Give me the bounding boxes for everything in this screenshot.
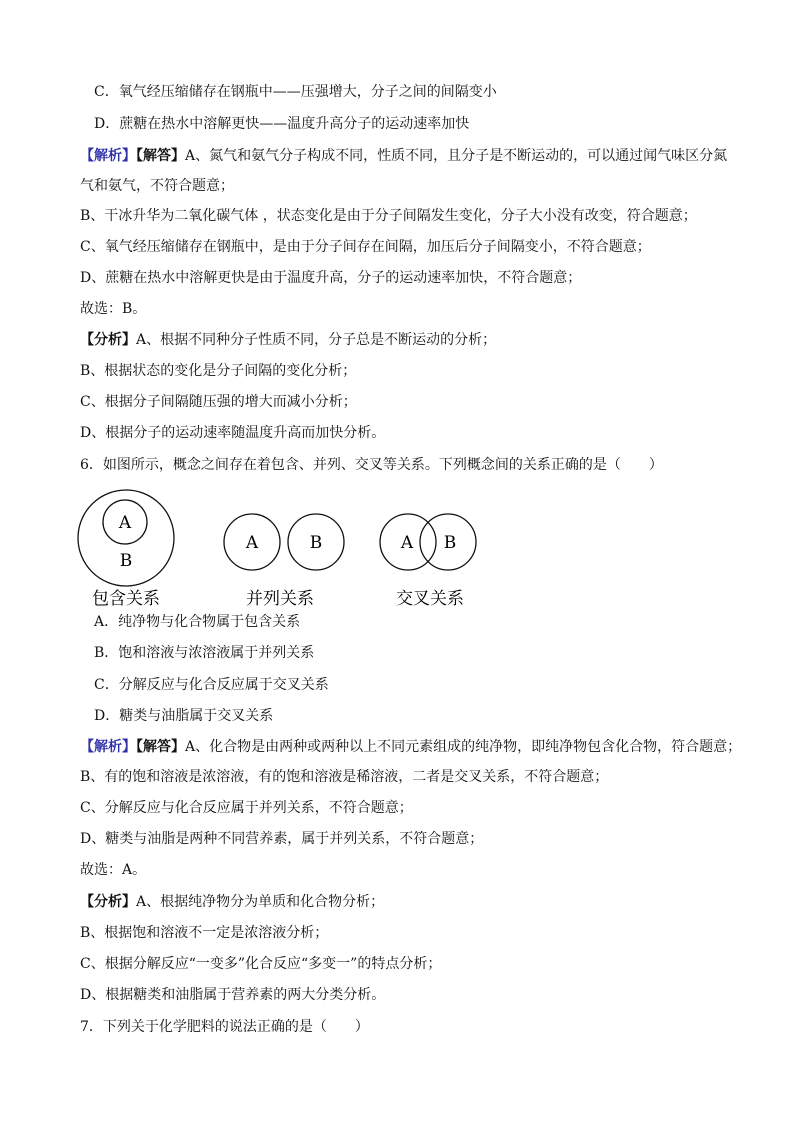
q5-analysis-line-1 bbox=[80, 330, 754, 350]
solution-tag: 【解析】 bbox=[80, 739, 136, 755]
q6-analysis-line-3: C、根据分解反应“一变多”化合反应“多变一”的特点分析； bbox=[80, 956, 442, 972]
q6-solution-line-3: C、分解反应与化合反应属于并列关系，不符合题意； bbox=[80, 800, 413, 816]
q6-option-b: B．饱和溶液与浓溶液属于并列关系 bbox=[94, 645, 315, 661]
q5-analysis-line-2: B、根据状态的变化是分子间隔的变化分析； bbox=[80, 363, 357, 379]
q5-analysis-line-4: D、根据分子的运动速率随温度升高而加快分析。 bbox=[80, 425, 386, 441]
parallel-letter-a: A bbox=[245, 533, 259, 553]
q5-solution-line-6: 故选：B。 bbox=[80, 301, 147, 317]
solution-text: A、氮气和氨气分子构成不同，性质不同，且分子是不断运动的，可以通过闻气味区分氮 bbox=[185, 148, 728, 164]
q6-solution-line-4: D、糖类与油脂是两种不同营养素，属于并列关系，不符合题意； bbox=[80, 831, 484, 847]
analysis-label: 【分析】 bbox=[80, 894, 136, 910]
q6-solution-line-2: B、有的饱和溶液是浓溶液，有的饱和溶液是稀溶液，二者是交叉关系，不符合题意； bbox=[80, 769, 609, 785]
q5-solution-line-3: B、干冰升华为二氧化碳气体 ，状态变化是由于分子间隔发生变化，分子大小没有改变，符合题意； bbox=[80, 208, 697, 224]
q6-option-a: A．纯净物与化合物属于包含关系 bbox=[94, 614, 301, 630]
contain-letter-a: A bbox=[118, 513, 132, 533]
q5-solution-line-5: D、蔗糖在热水中溶解更快是由于温度升高，分子的运动速率加快，不符合题意； bbox=[80, 270, 582, 286]
q6-analysis-line-1 bbox=[80, 892, 754, 912]
contain-outer-circle bbox=[78, 490, 174, 586]
q6-stem: 6．如图所示，概念之间存在着包含、并列、交叉等关系。下列概念间的关系正确的是（ ） bbox=[80, 457, 663, 473]
label-parallel: 并列关系 bbox=[246, 589, 314, 609]
analysis-text: A、根据不同种分子性质不同，分子总是不断运动的分析； bbox=[136, 332, 497, 348]
analysis-text: A、根据纯净物分为单质和化合物分析； bbox=[136, 894, 385, 910]
q6-analysis-line-2: B、根据饱和溶液不一定是浓溶液分析； bbox=[80, 925, 329, 941]
solution-text: A、化合物是由两种或两种以上不同元素组成的纯净物，即纯净物包含化合物，符合题意； bbox=[185, 739, 742, 755]
parallel-letter-b: B bbox=[309, 533, 323, 553]
q7-stem: 7．下列关于化学肥料的说法正确的是（ ） bbox=[80, 1019, 369, 1035]
q6-option-c: C．分解反应与化合反应属于交叉关系 bbox=[94, 677, 329, 693]
q5-solution-line-4: C、氧气经压缩储存在钢瓶中，是由于分子间存在间隔，加压后分子间隔变小，不符合题意； bbox=[80, 239, 651, 255]
concept-relationship-diagram bbox=[70, 482, 490, 612]
q6-analysis-line-4: D、根据糖类和油脂属于营养素的两大分类分析。 bbox=[80, 987, 386, 1003]
q6-solution-line-5: 故选：A。 bbox=[80, 862, 147, 878]
cross-letter-b: B bbox=[443, 533, 457, 553]
q5-analysis-line-3: C、根据分子间隔随压强的增大而减小分析； bbox=[80, 394, 357, 410]
q5-solution-line-2: 气和氨气，不符合题意； bbox=[80, 178, 234, 194]
contain-letter-b: B bbox=[119, 551, 133, 571]
answer-label: 【解答】 bbox=[136, 739, 185, 755]
solution-tag: 【解析】 bbox=[80, 148, 136, 164]
q6-solution-line-1 bbox=[80, 737, 754, 757]
analysis-label: 【分析】 bbox=[80, 332, 136, 348]
q5-option-c: C．氧气经压缩储存在钢瓶中——压强增大，分子之间的间隔变小 bbox=[94, 84, 497, 100]
label-cross: 交叉关系 bbox=[396, 589, 464, 609]
q5-solution-line-1 bbox=[80, 146, 754, 166]
answer-label: 【解答】 bbox=[136, 148, 185, 164]
q6-option-d: D．糖类与油脂属于交叉关系 bbox=[94, 708, 274, 724]
label-contain: 包含关系 bbox=[92, 589, 160, 609]
cross-letter-a: A bbox=[400, 533, 414, 553]
q5-option-d: D．蔗糖在热水中溶解更快——温度升高分子的运动速率加快 bbox=[94, 116, 470, 132]
